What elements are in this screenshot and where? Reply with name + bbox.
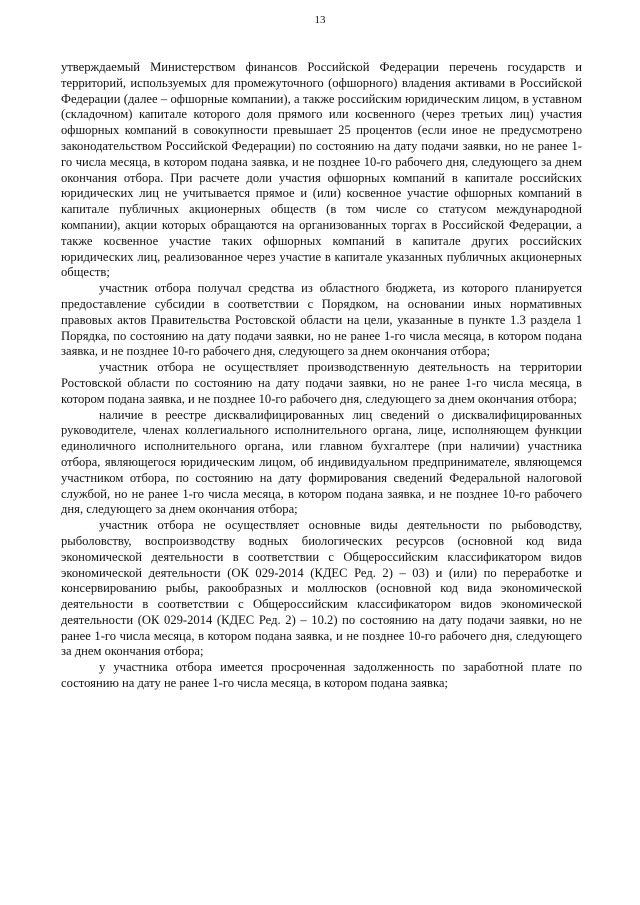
page-number: 13 [314,14,326,26]
paragraph-regional-budget-funds: участник отбора получал средства из областного бюджета, из которого планируется предоставление субсидии в соответствии с Порядком, на основании иных нормативных правовых актов Правительства Ростовской области на цели, указанные в пункте 1.3 раздела 1 Порядка, по состоянию на дату подачи заявки, но не ранее 1-го числа месяца, в котором подана заявка, и не позднее 10-го рабочего дня, следующего за днем окончания отбора; [61,281,582,359]
paragraph-wage-arrears: у участника отбора имеется просроченная задолженность по заработной плате по состоянию на дату не ранее 1-го числа месяца, в котором подана заявка; [61,660,582,691]
paragraph-production-activity: участник отбора не осуществляет производственную деятельность на территории Ростовской области по состоянию на дату подачи заявки, но не ранее 1-го числа месяца, в котором подана заявка, и не позднее 10-го рабочего дня, следующего за днем окончания отбора; [61,360,582,406]
paragraph-offshore-companies: утверждаемый Министерством финансов Российской Федерации перечень государств и территорий, используемых для промежуточного (офшорного) владения активами в Российской Федерации (далее – офшорные компании), а также российским юридическим лицом, в уставном (складочном) капитале которого доля прямого или косвенного (через третьих лиц) участия офшорных компаний в совокупности превышает 25 процентов (если иное не предусмотрено законодательством Российской Федерации) по состоянию на дату подачи заявки, но не ранее 1-го числа месяца, в котором подана заявка, и не позднее 10-го рабочего дня, следующего за днем окончания отбора. При расчете доли участия офшорных компаний в капитале российских юридических лиц не учитывается прямое и (или) косвенное участие офшорных компаний в капитале публичных акционерных обществ (в том числе со статусом международной компании), акции которых обращаются на организованных торгах в Российской Федерации, а также косвенное участие таких офшорных компаний в капитале других российских юридических лиц, реализованное через участие в капитале указанных публичных акционерных обществ; [61,60,582,280]
paragraph-disqualified-persons: наличие в реестре дисквалифицированных лиц сведений о дисквалифицированных руководителе, членах коллегиального исполнительного органа, лице, исполняющем функции единоличного исполнительного органа, или главном бухгалтере (при наличии) участника отбора, являющегося юридическим лицом, об индивидуальном предпринимателе, являющемся участником отбора, по состоянию на дату формирования сведений Федеральной налоговой службой, но не ранее 1-го числа месяца, в котором подана заявка, и не позднее 10-го рабочего дня, следующего за днем окончания отбора; [61,407,582,517]
paragraph-fishery-activities: участник отбора не осуществляет основные виды деятельности по рыбоводству, рыболовству, воспроизводству водных биологических ресурсов (основной код вида экономической деятельности в соответствии с Общероссийским классификатором видов экономической деятельности (ОК 029-2014 (КДЕС Ред. 2) – 03) и (или) по переработке и консервированию рыбы, ракообразных и моллюсков (основной код вида экономической деятельности в соответствии с Общероссийским классификатором видов экономической деятельности (ОК 029-2014 (КДЕС Ред. 2) – 10.2) по состоянию на дату подачи заявки, но не ранее 1-го числа месяца, в котором подана заявка, и не позднее 10-го рабочего дня, следующего за днем окончания отбора; [61,518,582,659]
document-body [61,60,582,692]
